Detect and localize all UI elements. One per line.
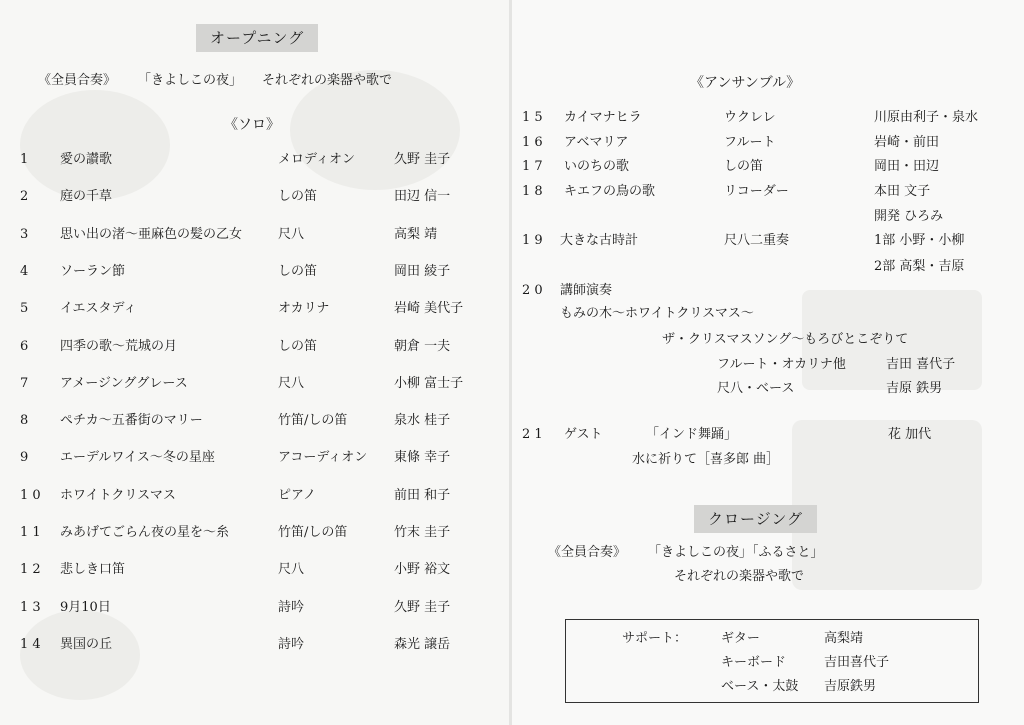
ghost-decoration (792, 420, 982, 590)
item-number: 1 9 (522, 233, 543, 248)
item-title: みあげてごらん夜の星を〜糸 (60, 525, 230, 540)
item-number: 8 (20, 413, 29, 429)
item-instrument: メロディオン (278, 152, 355, 167)
item-title: 四季の歌〜荒城の月 (60, 338, 178, 354)
performer-name: 岡田 綾子 (394, 263, 451, 279)
item-instrument: 詩吟 (278, 599, 305, 615)
item-number: 1 8 (522, 183, 543, 199)
item-title: ソーラン節 (60, 263, 126, 279)
item-instrument: 尺八二重奏 (724, 233, 790, 248)
performer-name: 田辺 信一 (394, 189, 451, 205)
support-role: キーボード (721, 655, 787, 670)
item-title: ホワイトクリスマス (60, 487, 176, 503)
item-instrument: 尺八・ベース (717, 381, 795, 396)
closing-songs: 「きよしこの夜」「ふるさと」 (648, 545, 824, 560)
ghost-decoration (20, 90, 170, 200)
item-number: 7 (20, 375, 29, 391)
item-number: 2 1 (522, 427, 543, 442)
performer-name: 開発 ひろみ (874, 209, 944, 224)
support-role: ギター (721, 631, 760, 646)
performer-name: 岡田・田辺 (874, 159, 940, 174)
performer-name: 竹末 圭子 (394, 525, 451, 540)
performer-name: 吉原 鉄男 (886, 381, 943, 396)
item-number: 1 6 (522, 134, 543, 150)
closing-note: それぞれの楽器や歌で (674, 569, 805, 584)
item-song: 「インド舞踊」 (646, 427, 738, 442)
performer-name: 花 加代 (888, 427, 932, 442)
performer-name: 朝倉 一夫 (394, 338, 451, 354)
item-instrument: 尺八 (278, 375, 305, 391)
item-title: いのちの歌 (564, 159, 630, 174)
support-name: 吉田喜代子 (824, 655, 890, 670)
item-instrument: リコーダー (724, 183, 789, 199)
item-instrument: しの笛 (278, 338, 318, 354)
opening-group: 《全員合奏》 (38, 73, 117, 88)
item-title: 9月10日 (60, 599, 111, 615)
item-number: 1 2 (20, 562, 41, 578)
item-title: イエスタディ (60, 301, 137, 317)
item-number: 1 5 (522, 110, 543, 125)
item-line: もみの木〜ホワイトクリスマス〜 (560, 306, 754, 321)
ensemble-title: 《アンサンブル》 (690, 75, 801, 91)
performer-name: 川原由利子・泉水 (874, 110, 979, 125)
item-number: 1 (20, 152, 29, 167)
opening-note: それぞれの楽器や歌で (262, 73, 393, 88)
opening-song: 「きよしこの夜」 (138, 73, 243, 88)
performer-part1: 1部 小野・小柳 (874, 233, 965, 248)
item-instrument: フルート・オカリナ他 (717, 357, 846, 372)
performer-name: 泉水 桂子 (394, 413, 451, 429)
item-number: 4 (20, 263, 29, 279)
item-instrument: フルート (724, 134, 776, 150)
performer-name: 本田 文子 (874, 183, 931, 199)
item-title: エーデルワイス〜冬の星座 (60, 450, 215, 466)
item-instrument: しの笛 (278, 189, 318, 205)
left-page (0, 0, 510, 725)
item-instrument: ウクレレ (724, 110, 776, 125)
item-instrument: 尺八 (278, 562, 305, 578)
item-instrument: 詩吟 (278, 636, 305, 652)
item-title: 悲しき口笛 (60, 562, 126, 578)
item-title: アメージンググレース (60, 375, 188, 391)
performer-name: 岩崎・前田 (874, 134, 940, 150)
item-title: カイマナヒラ (564, 110, 642, 125)
item-title: 庭の千草 (60, 189, 113, 205)
item-line: 水に祈りて［喜多郎 曲］ (632, 452, 780, 467)
performer-name: 小柳 富士子 (394, 375, 464, 391)
performer-name: 吉田 喜代子 (886, 357, 956, 372)
support-box (565, 619, 979, 703)
performer-name: 久野 圭子 (394, 599, 451, 615)
performer-name: 東條 幸子 (394, 450, 451, 466)
closing-group: 《全員合奏》 (548, 545, 627, 560)
item-title: キエフの鳥の歌 (564, 183, 656, 199)
item-instrument: しの笛 (278, 263, 318, 279)
item-number: 5 (20, 301, 29, 317)
item-title: ペチカ〜五番街のマリー (60, 413, 203, 429)
item-number: 1 4 (20, 636, 41, 652)
item-title: 思い出の渚〜亜麻色の髪の乙女 (60, 226, 243, 242)
item-instrument: 竹笛/しの笛 (278, 525, 348, 540)
support-label: サポート： (622, 631, 688, 646)
support-name: 高梨靖 (824, 631, 864, 646)
item-number: 2 (20, 189, 29, 205)
item-title: ゲスト (564, 427, 603, 442)
support-role: ベース・太鼓 (721, 679, 799, 694)
item-number: 3 (20, 226, 29, 242)
item-title: 愛の讃歌 (60, 152, 113, 167)
performer-part2: 2部 高梨・吉原 (874, 259, 965, 274)
opening-title: オープニング (196, 24, 318, 52)
support-name: 吉原鉄男 (824, 679, 877, 694)
item-instrument: 尺八 (278, 226, 305, 242)
item-number: 6 (20, 338, 29, 354)
item-line: ザ・クリスマスソング〜もろびとこぞりて (662, 332, 909, 347)
item-number: 9 (20, 450, 29, 466)
item-instrument: アコーディオン (278, 450, 368, 466)
item-title: アベマリア (564, 134, 629, 150)
item-title: 異国の丘 (60, 636, 113, 652)
item-title: 大きな古時計 (560, 233, 639, 248)
item-instrument: 竹笛/しの笛 (278, 413, 348, 429)
item-number: 1 7 (522, 159, 543, 174)
performer-name: 高梨 靖 (394, 226, 438, 242)
item-title: 講師演奏 (560, 283, 613, 298)
solo-title: 《ソロ》 (224, 117, 280, 133)
ghost-decoration (20, 610, 140, 700)
item-instrument: ピアノ (278, 487, 316, 503)
item-number: 1 1 (20, 525, 41, 540)
item-number: 1 0 (20, 487, 41, 503)
item-number: 2 0 (522, 283, 543, 298)
performer-name: 岩崎 美代子 (394, 301, 464, 317)
right-page (512, 0, 1024, 725)
performer-name: 小野 裕文 (394, 562, 451, 578)
item-instrument: しの笛 (724, 159, 764, 174)
item-number: 1 3 (20, 599, 41, 615)
item-instrument: オカリナ (278, 301, 330, 317)
performer-name: 森光 譲岳 (394, 636, 451, 652)
performer-name: 久野 圭子 (394, 152, 451, 167)
performer-name: 前田 和子 (394, 487, 451, 503)
closing-title: クロージング (694, 505, 817, 533)
